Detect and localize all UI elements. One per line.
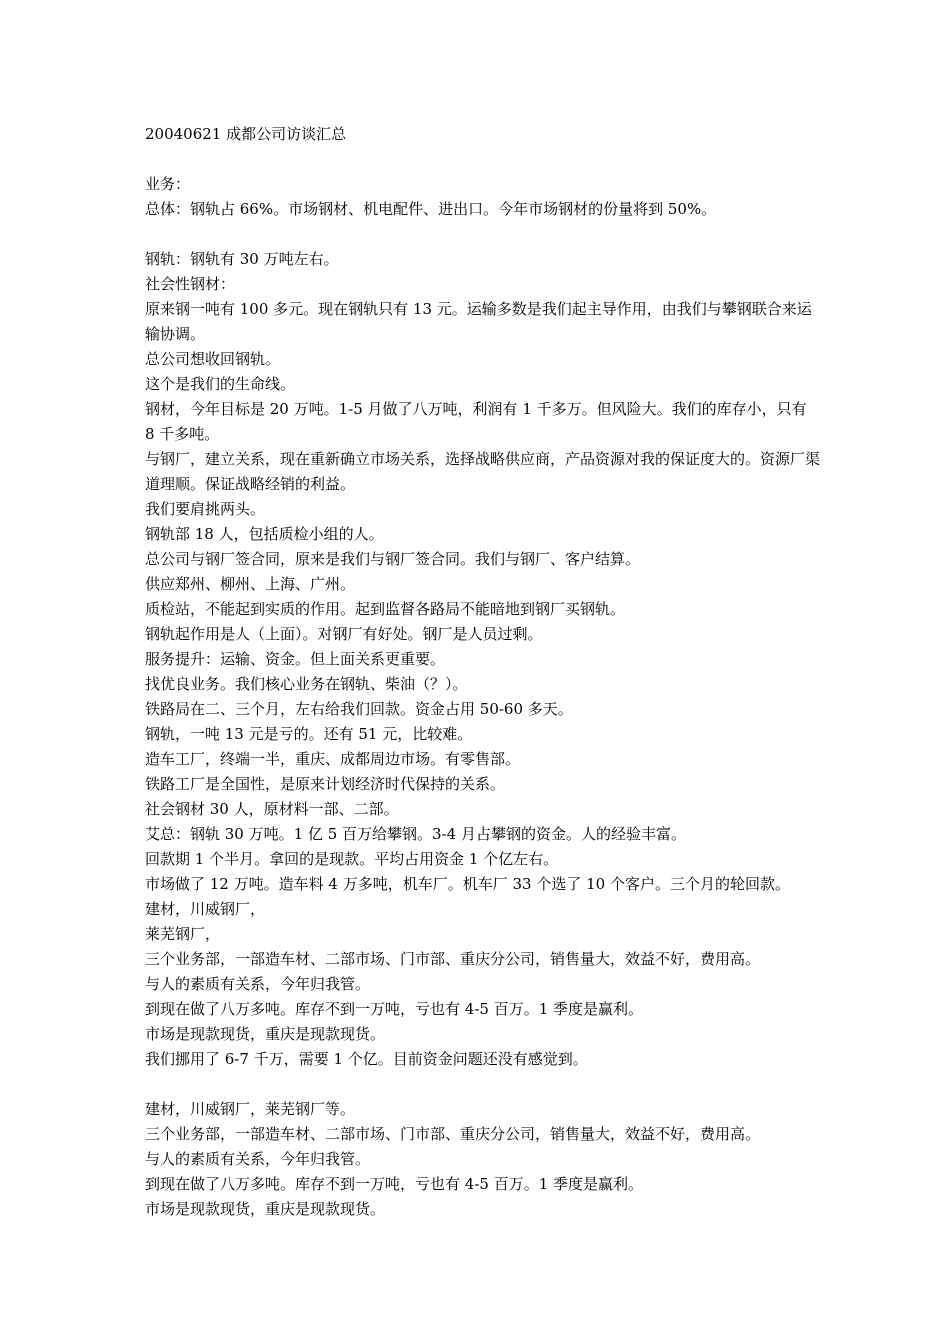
text-line: 社会性钢材： [145,275,236,293]
text-line: 建材，川威钢厂， [145,900,266,918]
text-line: 到现在做了八万多吨。库存不到一万吨，亏也有 4-5 百万。1 季度是赢利。 [145,1175,644,1193]
text-line: 三个业务部，一部造车材、二部市场、门市部、重庆分公司，销售量大，效益不好，费用高。 [145,1125,761,1143]
text-line: 市场是现款现货，重庆是现款现货。 [145,1200,386,1218]
text-line: 三个业务部，一部造车材、二部市场、门市部、重庆分公司，销售量大，效益不好，费用高。 [145,950,761,968]
text-line: 质检站，不能起到实质的作用。起到监督各路局不能暗地到钢厂买钢轨。 [145,600,626,618]
document-title: 20040621 成都公司访谈汇总 [145,125,347,143]
text-line: 铁路工厂是全国性，是原来计划经济时代保持的关系。 [145,775,506,793]
text-line: 总公司想收回钢轨。 [145,350,281,368]
blank-line [145,1072,820,1097]
text-line: 供应郑州、柳州、上海、广州。 [145,575,356,593]
text-line: 钢轨：钢轨有 30 万吨左右。 [145,250,339,268]
text-line: 市场做了 12 万吨。造车料 4 万多吨，机车厂。机车厂 33 个选了 10 个客户。三个月的轮回款。 [145,875,790,893]
text-line: 莱芜钢厂， [145,925,221,943]
text-line: 我们挪用了 6-7 千万，需要 1 个亿。目前资金问题还没有感觉到。 [145,1050,588,1068]
text-line: 到现在做了八万多吨。库存不到一万吨，亏也有 4-5 百万。1 季度是赢利。 [145,1000,644,1018]
text-line: 总公司与钢厂签合同，原来是我们与钢厂签合同。我们与钢厂、客户结算。 [145,550,641,568]
text-line: 找优良业务。我们核心业务在钢轨、柴油（？）。 [145,675,468,693]
text-line: 服务提升：运输、资金。但上面关系更重要。 [145,650,446,668]
text-line: 艾总：钢轨 30 万吨。1 亿 5 百万给攀钢。3-4 月占攀钢的资金。人的经验丰富。 [145,825,686,843]
text-line: 造车工厂，终端一半，重庆、成都周边市场。有零售部。 [145,750,521,768]
text-line: 业务： [145,175,191,193]
text-line: 钢轨起作用是人（上面）。对钢厂有好处。钢厂是人员过剩。 [145,625,543,643]
text-line: 与人的素质有关系，今年归我管。 [145,975,371,993]
blank-line [145,147,820,172]
text-line: 社会钢材 30 人，原材料一部、二部。 [145,800,399,818]
text-line: 建材，川威钢厂，莱芜钢厂等。 [145,1100,356,1118]
text-line: 市场是现款现货，重庆是现款现货。 [145,1025,386,1043]
text-line: 原来钢一吨有 100 多元。现在钢轨只有 13 元。运输多数是我们起主导作用，由我们与攀钢联合来运输协调。 [145,300,812,343]
text-line: 我们要肩挑两头。 [145,500,266,518]
text-line: 这个是我们的生命线。 [145,375,296,393]
text-line: 与人的素质有关系，今年归我管。 [145,1150,371,1168]
text-line: 钢轨部 18 人，包括质检小组的人。 [145,525,384,543]
document-body [145,147,820,1222]
text-line: 总体：钢轨占 66%。市场钢材、机电配件、进出口。今年市场钢材的份量将到 50%。 [145,200,717,218]
text-line: 回款期 1 个半月。拿回的是现款。平均占用资金 1 个亿左右。 [145,850,559,868]
text-line: 铁路局在二、三个月，左右给我们回款。资金占用 50-60 多天。 [145,700,573,718]
document-page [145,122,820,1222]
text-line: 钢轨，一吨 13 元是亏的。还有 51 元，比较难。 [145,725,473,743]
text-line: 钢材，今年目标是 20 万吨。1-5 月做了八万吨，利润有 1 千多万。但风险大。我们的库存小，只有 8 千多吨。 [145,400,807,443]
text-line: 与钢厂，建立关系，现在重新确立市场关系，选择战略供应商，产品资源对我的保证度大的。资源厂渠道理顺。保证战略经销的利益。 [145,450,821,493]
blank-line [145,222,820,247]
